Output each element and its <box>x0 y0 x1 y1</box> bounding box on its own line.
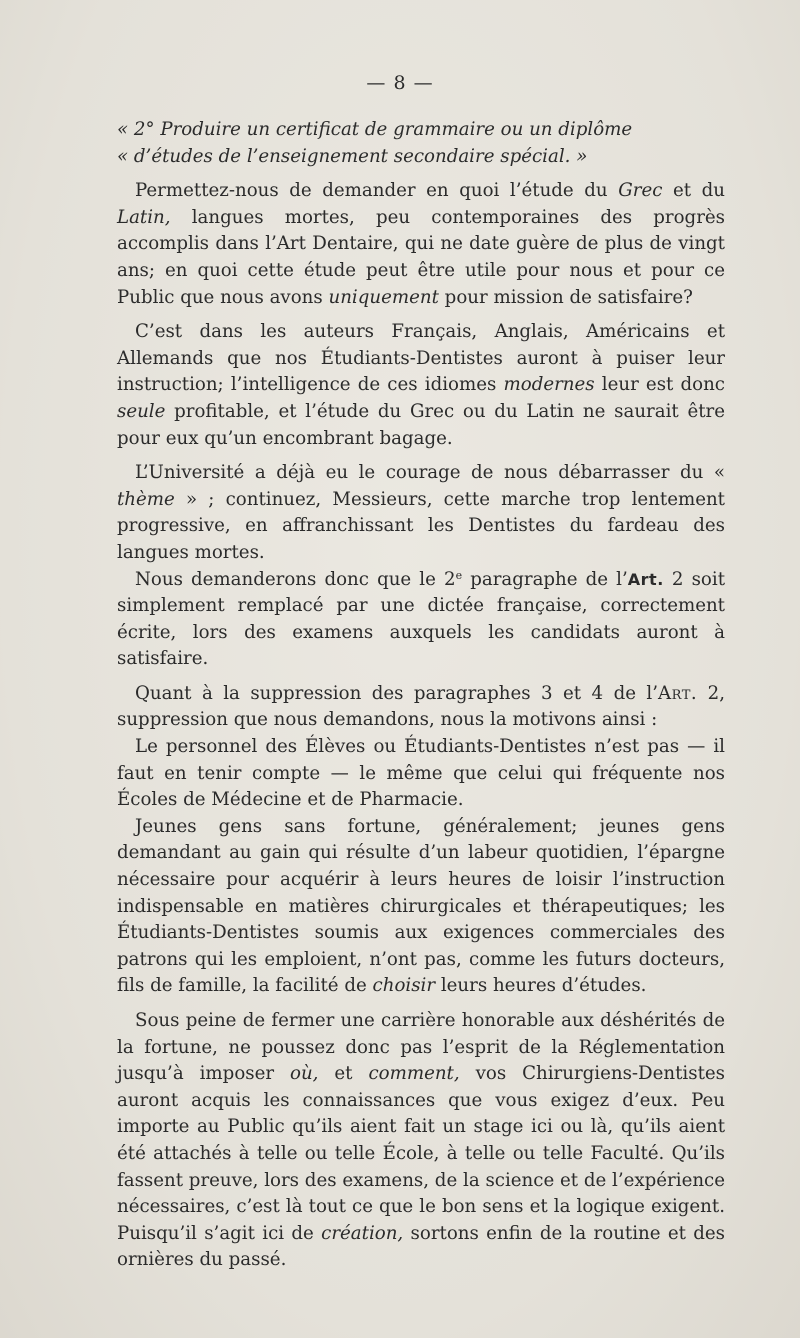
text-run: paragraphe de l’ <box>462 568 628 590</box>
text-run: » ; continuez, Messieurs, cette marche trop lentement progressive, en affranchissant les Dentistes du fardeau des langues mortes. <box>117 488 725 563</box>
text-run: 2 soit simplement remplacé par une dictée française, correctement écrite, lors des examens auxquels les candidats auront à satisfaire. <box>117 568 725 670</box>
text-run: leurs heures d’études. <box>435 975 647 997</box>
superscript: e <box>455 568 463 582</box>
text-run: Sous peine de fermer une carrière honorable aux déshérités de la fortune, ne poussez donc pas l’esprit de la Réglementation jusqu’à imposer <box>117 1010 725 1085</box>
text-run: et du <box>662 180 725 202</box>
paragraph-3 <box>117 460 725 566</box>
paragraph-4 <box>117 567 725 673</box>
emphasis-comment: comment, <box>368 1063 460 1085</box>
text-run: Quant à la suppression des paragraphes 3 et 4 de l’ <box>135 682 659 704</box>
emphasis-theme: thème <box>117 488 175 510</box>
quote-line-1: « 2° Produire un certificat de grammaire ou un diplôme <box>117 119 633 140</box>
paragraph-1 <box>117 178 725 311</box>
emphasis-ou: où, <box>290 1063 319 1085</box>
text-run: Jeunes gens sans fortune, généralement; jeunes gens demandant au gain qui résulte d’un labeur quotidien, l’épargne nécessaire pour acquérir à leurs heures de loisir l’instruction indispensable en matières chirurgicales et thérapeutiques; les Étudiants-Dentistes soumis aux exigences commerciales des patrons qui les emploient, n’ont pas, comme les futurs docteurs, fils de famille, la facilité de <box>117 815 725 997</box>
paragraph-2 <box>117 319 725 452</box>
page-body <box>117 117 725 1274</box>
paragraph-8 <box>117 1008 725 1274</box>
quote-line-2: « d’études de l’enseignement secondaire spécial. » <box>117 145 588 167</box>
text-run: vos Chirurgiens-Dentistes auront acquis les connaissances que vous exigez d’eux. Peu importe au Public qu’ils aient fait un stage ici ou là, qu’ils aient été attachés à telle ou telle École, à telle ou telle Faculté. Qu’ils fassent preuve, lors des examens, de la science et de l’expérience nécessaires, c’est là tout ce que le bon sens et la logique exigent. Puisqu’il s’agit ici de <box>117 1063 725 1244</box>
article-abbreviation-bold: Art. <box>627 569 664 589</box>
emphasis-choisir: choisir <box>372 975 436 997</box>
emphasis-grec: Grec <box>618 180 663 202</box>
text-run: langues mortes, peu contemporaines des progrès accomplis dans l’Art Dentaire, qui ne date guère de plus de vingt ans; en quoi cette étude peut être utile pour nous et pour ce Public que nous avons <box>117 206 725 308</box>
text-run: C’est dans les auteurs Français, Anglais, Américains et Allemands que nos Étudiants-Dentistes auront à puiser leur instruction; l’intelligence de ces idiomes <box>117 321 725 396</box>
text-run: pour mission de satisfaire? <box>438 286 693 308</box>
text-run: 2, suppression que nous demandons, nous la motivons ainsi : <box>117 682 726 731</box>
text-run: et <box>318 1063 369 1085</box>
emphasis-uniquement: uniquement <box>328 286 439 308</box>
text-run: L’Université a déjà eu le courage de nous débarrasser du « <box>135 462 725 484</box>
text-run: Permettez-nous de demander en quoi l’étude du <box>135 180 619 202</box>
paragraph-7 <box>117 814 725 1000</box>
paragraph-5 <box>117 681 725 734</box>
emphasis-seule: seule <box>117 400 166 422</box>
text-run: Nous demanderons donc que le 2 <box>135 568 456 590</box>
emphasis-creation: création, <box>321 1222 404 1244</box>
paragraph-6: Le personnel des Élèves ou Étudiants-Dentistes n’est pas — il faut en tenir compte — le même que celui qui fréquente nos Écoles de Médecine et de Pharmacie. <box>117 736 725 811</box>
emphasis-latin: Latin, <box>117 206 171 228</box>
emphasis-modernes: modernes <box>503 374 595 396</box>
article-abbreviation-smallcaps: Art. <box>658 682 698 704</box>
text-run: profitable, et l’étude du Grec ou du Latin ne saurait être pour eux qu’un encombrant bagage. <box>117 400 725 449</box>
page-number: — 8 — <box>366 72 434 94</box>
text-run: sortons enfin de la routine et des ornières du passé. <box>117 1222 725 1271</box>
text-run: leur est donc <box>594 374 725 396</box>
quoted-article-clause <box>117 117 725 170</box>
